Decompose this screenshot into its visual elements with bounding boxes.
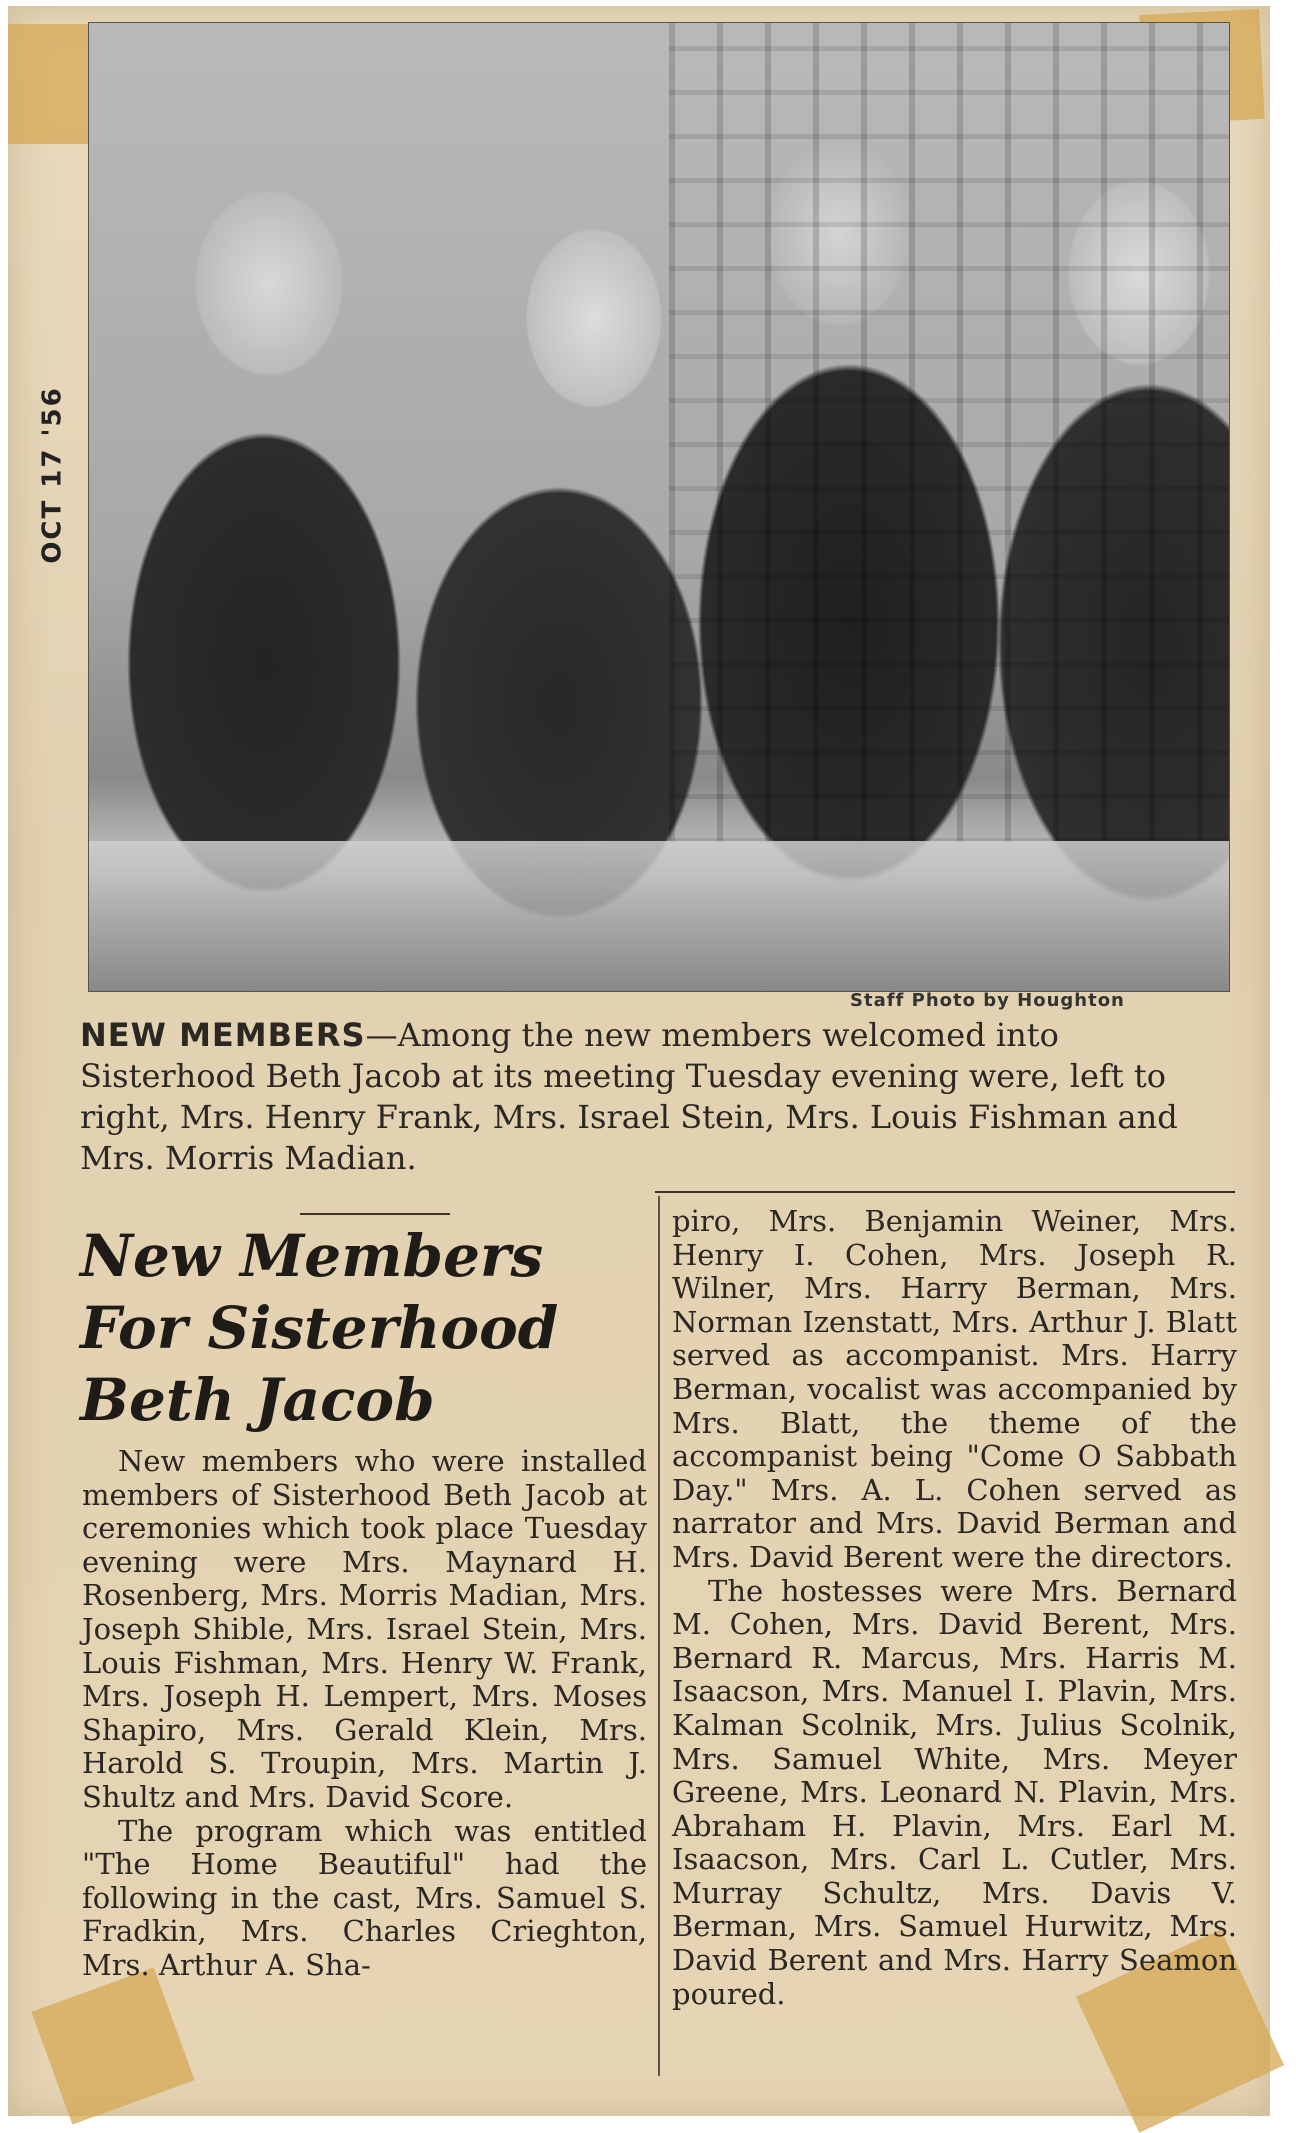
article-paragraph: New members who were installed members of Sisterhood Beth Jacob at ceremonies which took place Tuesday evening were Mrs. Maynard H. Rosenberg, Mrs. Morris Madian, Mrs. Joseph Shible, Mrs. Israel Stein, Mrs. Louis Fishman, Mrs. Henry W. Frank, Mrs. Joseph H. Lempert, Mrs. Moses Shapiro, Mrs. Gerald Klein, Mrs. Harold S. Troupin, Mrs. Martin J. Shultz and Mrs. David Score. — [82, 1444, 647, 1814]
group-photo — [88, 22, 1230, 992]
article-left-column — [82, 1445, 647, 1983]
article-headline: New Members For Sisterhood Beth Jacob — [80, 1222, 559, 1434]
photo-background-curtain — [669, 23, 1229, 843]
photo-caption — [80, 1015, 1240, 1179]
article-right-column — [672, 1205, 1237, 2011]
section-rule — [655, 1191, 1235, 1193]
photo-table — [89, 841, 1229, 991]
headline-rule — [300, 1213, 450, 1215]
article-paragraph: The hostesses were Mrs. Bernard M. Cohen, Mrs. David Berent, Mrs. Bernard R. Marcus, Mrs. Harris M. Isaacson, Mrs. Manuel I. Plavin, Mrs. Kalman Scolnik, Mrs. Julius Scolnik, Mrs. Samuel White, Mrs. Meyer Greene, Mrs. Leonard N. Plavin, Mrs. Abraham H. Plavin, Mrs. Earl M. Isaacson, Mrs. Carl L. Cutler, Mrs. Murray Schultz, Mrs. Davis V. Berman, Mrs. Samuel Hurwitz, Mrs. David Berent and Mrs. Harry Seamon poured. — [672, 1573, 1237, 2011]
date-stamp — [18, 386, 88, 564]
tape-top-left — [8, 24, 98, 144]
tape-bottom-left — [31, 1967, 194, 2124]
article-paragraph: piro, Mrs. Benjamin Weiner, Mrs. Henry I. Cohen, Mrs. Joseph R. Wilner, Mrs. Harry Berman, Mrs. Norman Izenstatt, Mrs. Arthur J. Blatt served as accompanist. Mrs. Harry Berman, vocalist was accompanied by Mrs. Blatt, the theme of the accompanist being "Come O Sabbath Day." Mrs. A. L. Cohen served as narrator and Mrs. David Berman and Mrs. David Berent were the directors. — [672, 1204, 1237, 1574]
photo-credit: Staff Photo by Houghton — [850, 990, 1125, 1011]
column-divider — [658, 1196, 660, 2076]
caption-lead: NEW MEMBERS — [80, 1016, 366, 1054]
date-stamp-text: OCT 17 '56 — [38, 386, 69, 564]
caption-text: —Among the new members welcomed into Sisterhood Beth Jacob at its meeting Tuesday evening were, left to right, Mrs. Henry Frank, Mrs. Israel Stein, Mrs. Louis Fishman and Mrs. Morris Madian. — [80, 1016, 1178, 1177]
article-paragraph: The program which was entitled "The Home Beautiful" had the following in the cast, Mrs. Samuel S. Fradkin, Mrs. Charles Crieghton, Mrs. Arthur A. Sha- — [82, 1813, 647, 1982]
